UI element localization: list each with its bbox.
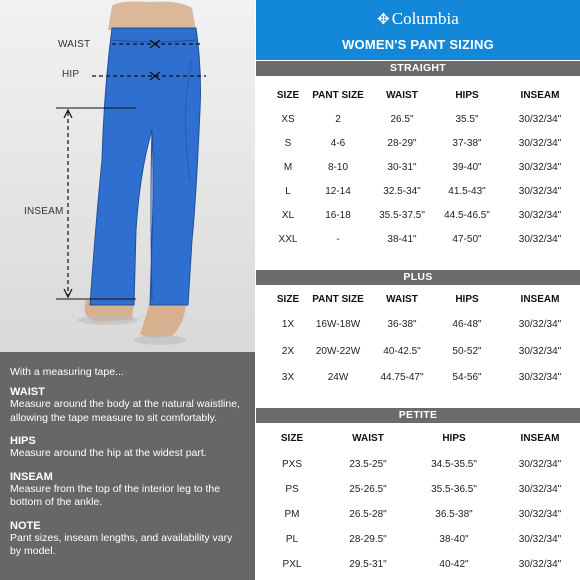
table-row xyxy=(256,530,580,550)
hips-heading: HIPS xyxy=(10,435,36,447)
table-cell: 20W-22W xyxy=(315,345,361,357)
table-row xyxy=(256,505,580,525)
table-cell: 16-18 xyxy=(325,210,351,221)
table-cell: 2 xyxy=(335,114,341,125)
table-cell: 40-42" xyxy=(439,559,469,570)
hip-label: HIP xyxy=(62,69,80,80)
table-cell: 23.5-25" xyxy=(349,459,387,470)
table-cell: PM xyxy=(284,509,300,520)
inseam-instructions: Measure from the top of the interior leg to the bottom of the ankle. xyxy=(10,482,221,508)
column-header: WAIST xyxy=(386,90,418,101)
table-cell: PXL xyxy=(282,559,302,570)
table-cell: 30/32/34" xyxy=(518,186,562,197)
table-cell: 54-56" xyxy=(452,372,482,383)
table-row xyxy=(256,555,580,575)
column-header: WAIST xyxy=(386,294,418,305)
table-cell: 29.5-31" xyxy=(349,559,387,570)
table-cell: 30/32/34" xyxy=(518,138,562,149)
table-row xyxy=(256,182,580,202)
table-cell: 26.5" xyxy=(390,114,414,125)
table-cell: - xyxy=(336,234,340,245)
table-cell: 38-41" xyxy=(387,234,417,245)
table-cell: 40-42.5" xyxy=(383,345,421,357)
table-cell: 28-29" xyxy=(387,138,417,149)
column-header: SIZE xyxy=(280,433,304,444)
petite-section-bar: PETITE xyxy=(256,408,580,423)
table-cell: 30/32/34" xyxy=(518,509,562,520)
measuring-instructions xyxy=(0,352,255,580)
table-cell: 36-38" xyxy=(387,319,417,330)
column-header: SIZE xyxy=(276,90,300,101)
plus-section-bar: PLUS xyxy=(256,270,580,285)
table-cell: XL xyxy=(281,210,295,221)
petite-header-row xyxy=(256,429,580,449)
table-cell: 35.5-37.5" xyxy=(379,210,425,221)
table-cell: S xyxy=(284,138,292,149)
column-header: PANT SIZE xyxy=(312,90,364,101)
table-cell: 36.5-38" xyxy=(435,509,473,520)
table-cell: 32.5-34" xyxy=(383,186,421,197)
table-cell: 30/32/34" xyxy=(518,484,562,495)
waist-heading: WAIST xyxy=(10,386,45,398)
table-cell: XS xyxy=(281,114,295,125)
table-row xyxy=(256,480,580,500)
table-cell: 30/32/34" xyxy=(518,345,562,357)
table-cell: 35.5-36.5" xyxy=(431,484,477,495)
table-cell: 2X xyxy=(281,345,295,357)
table-cell: 30/32/34" xyxy=(518,559,562,570)
column-header: HIPS xyxy=(455,294,479,305)
table-cell: 41.5-43" xyxy=(448,186,486,197)
inseam-label: INSEAM xyxy=(24,206,64,217)
measurement-illustration xyxy=(0,0,255,352)
table-row xyxy=(256,368,580,388)
table-row xyxy=(256,206,580,226)
column-header: INSEAM xyxy=(520,433,560,444)
table-cell: PS xyxy=(285,484,299,495)
table-row xyxy=(256,315,580,335)
table-cell: 50-52" xyxy=(452,345,482,357)
table-cell: 25-26.5" xyxy=(349,484,387,495)
table-cell: PXS xyxy=(281,459,303,470)
table-cell: 30/32/34" xyxy=(518,114,562,125)
note-heading: NOTE xyxy=(10,519,41,532)
brand-header xyxy=(256,0,580,60)
plus-header-row xyxy=(256,290,580,310)
hips-instructions: Measure around the hip at the widest part. xyxy=(10,447,207,459)
table-cell: 24W xyxy=(327,372,349,383)
table-row xyxy=(256,134,580,154)
table-cell: 30/32/34" xyxy=(518,372,562,383)
table-cell: 30/32/34" xyxy=(518,234,562,245)
chart-title: WOMEN'S PANT SIZING xyxy=(342,37,494,52)
table-cell: 3X xyxy=(281,372,295,383)
table-cell: 30/32/34" xyxy=(518,210,562,221)
column-header: HIPS xyxy=(455,90,479,101)
table-cell: 1X xyxy=(281,319,295,330)
straight-header-row xyxy=(256,86,580,106)
table-row xyxy=(256,342,580,362)
table-cell: 4-6 xyxy=(330,138,346,149)
column-header: INSEAM xyxy=(520,90,560,101)
table-row xyxy=(256,158,580,178)
column-header: WAIST xyxy=(352,433,384,444)
table-cell: XXL xyxy=(278,234,298,245)
column-header: INSEAM xyxy=(520,294,560,305)
inseam-heading: INSEAM xyxy=(10,470,53,483)
pants-illustration xyxy=(0,0,255,352)
table-cell: 16W-18W xyxy=(315,319,361,330)
table-cell: 28-29.5" xyxy=(349,534,387,545)
table-cell: 12-14 xyxy=(325,186,351,197)
table-cell: PL xyxy=(285,534,299,545)
note-text: Pant sizes, inseam lengths, and availability vary by model. xyxy=(10,531,233,557)
table-cell: 34.5-35.5" xyxy=(431,459,477,470)
table-row xyxy=(256,230,580,250)
columbia-diamond-logo-icon: ✥ xyxy=(377,12,390,28)
table-row xyxy=(256,110,580,130)
table-cell: 30/32/34" xyxy=(518,319,562,330)
table-row xyxy=(256,455,580,475)
table-cell: 47-50" xyxy=(452,234,482,245)
table-cell: 46-48" xyxy=(452,319,482,330)
waist-label: WAIST xyxy=(58,39,91,50)
table-cell: M xyxy=(283,162,293,173)
table-cell: 35.5" xyxy=(455,114,479,125)
table-cell: 37-38" xyxy=(452,138,482,149)
column-header: SIZE xyxy=(276,294,300,305)
table-cell: 8-10 xyxy=(327,162,349,173)
table-cell: 26.5-28" xyxy=(349,509,387,520)
instructions-intro: With a measuring tape... xyxy=(10,366,124,378)
column-header: HIPS xyxy=(442,433,466,444)
table-cell: 44.75-47" xyxy=(380,372,424,383)
table-cell: 30-31" xyxy=(387,162,417,173)
table-cell: 30/32/34" xyxy=(518,459,562,470)
table-cell: 38-40" xyxy=(439,534,469,545)
table-cell: 30/32/34" xyxy=(518,162,562,173)
table-cell: L xyxy=(285,186,291,197)
straight-section-bar: STRAIGHT xyxy=(256,61,580,76)
table-cell: 44.5-46.5" xyxy=(444,210,490,221)
brand-line xyxy=(256,9,580,29)
brand-name: Columbia xyxy=(391,9,459,28)
waist-instructions: Measure around the body at the natural waistline, allowing the tape measure to sit comfortably. xyxy=(10,398,240,424)
column-header: PANT SIZE xyxy=(312,294,364,305)
table-cell: 30/32/34" xyxy=(518,534,562,545)
table-cell: 39-40" xyxy=(452,162,482,173)
